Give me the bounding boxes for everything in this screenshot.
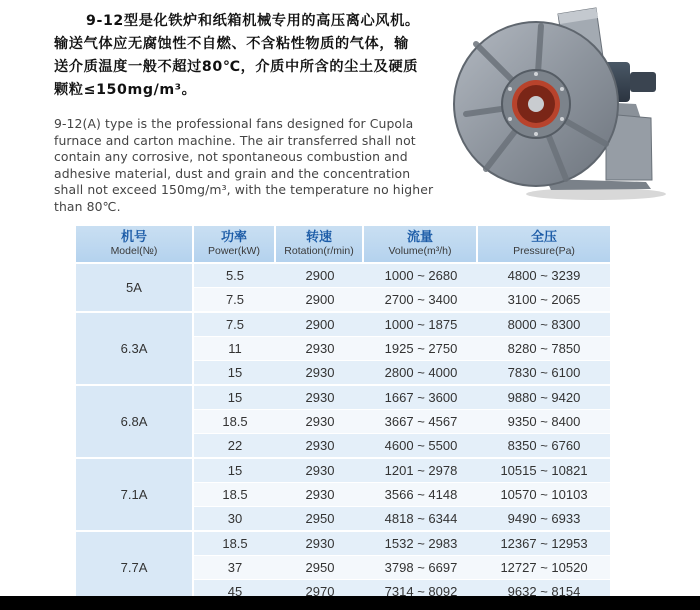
- model-rows: [194, 264, 610, 311]
- rotation-cell: 2930: [305, 414, 335, 429]
- power-cell: 30: [227, 511, 243, 526]
- volume-cell: 1925 ~ 2750: [384, 341, 458, 356]
- intro-en-line: contain any corrosive, not spontaneous combustion and: [54, 149, 408, 165]
- rotation-cell: 2930: [305, 463, 335, 478]
- model-rows: [194, 313, 610, 384]
- header-rotation-cn: 转速: [305, 230, 332, 245]
- rotation-cell: 2930: [305, 365, 335, 380]
- table-row: [194, 482, 610, 506]
- table-body: [76, 262, 610, 596]
- pressure-cell: 9350 ~ 8400: [507, 414, 581, 429]
- model-group: [76, 262, 610, 311]
- table-row: [194, 264, 610, 287]
- intro-en-line: furnace and carton machine. The air transferred shall not: [54, 132, 416, 148]
- model-rows: [194, 386, 610, 457]
- header-power-en: Power(kW): [208, 245, 260, 257]
- header-pressure-cn: 全压: [530, 230, 557, 245]
- rotation-cell: 2930: [305, 341, 335, 356]
- table-row: [194, 555, 610, 579]
- model-cell: 7.7A: [76, 532, 194, 596]
- rotation-cell: 2930: [305, 536, 335, 551]
- rotation-cell: 2900: [305, 292, 335, 307]
- volume-cell: 1000 ~ 1875: [384, 317, 458, 332]
- power-cell: 7.5: [225, 317, 245, 332]
- intro-cn-line: 9-12型是化铁炉和纸箱机械专用的高压离心风机。: [86, 13, 420, 29]
- header-model: [76, 226, 194, 262]
- header-model-en: Model(№): [110, 245, 158, 257]
- power-cell: 18.5: [222, 536, 248, 551]
- model-group: [76, 311, 610, 384]
- pressure-cell: 10570 ~ 10103: [500, 487, 588, 502]
- rotation-cell: 2900: [305, 317, 335, 332]
- header-volume: [364, 226, 478, 262]
- table-row: [194, 433, 610, 457]
- rotation-cell: 2970: [305, 584, 335, 596]
- volume-cell: 2700 ~ 3400: [384, 292, 458, 307]
- pressure-cell: 9880 ~ 9420: [507, 390, 581, 405]
- volume-cell: 3798 ~ 6697: [384, 560, 458, 575]
- model-cell: 7.1A: [76, 459, 194, 530]
- power-cell: 15: [227, 463, 243, 478]
- rotation-cell: 2950: [305, 560, 335, 575]
- rotation-cell: 2900: [305, 268, 335, 283]
- volume-cell: 1532 ~ 2983: [384, 536, 458, 551]
- pressure-cell: 7830 ~ 6100: [507, 365, 581, 380]
- volume-cell: 4818 ~ 6344: [384, 511, 458, 526]
- intro-cn-line: 送介质温度一般不超过80℃，介质中所含的尘土及硬质: [54, 59, 419, 75]
- pressure-cell: 12367 ~ 12953: [500, 536, 588, 551]
- bottom-border: [0, 596, 700, 610]
- pressure-cell: 10515 ~ 10821: [500, 463, 588, 478]
- header-volume-en: Volume(m³/h): [388, 245, 452, 257]
- table-row: [194, 287, 610, 311]
- power-cell: 37: [227, 560, 243, 575]
- volume-cell: 3667 ~ 4567: [384, 414, 458, 429]
- intro-cn-line: 颗粒≤150mg/m³。: [54, 82, 197, 98]
- model-group: [76, 457, 610, 530]
- volume-cell: 1000 ~ 2680: [384, 268, 458, 283]
- header-model-cn: 机号: [120, 230, 147, 245]
- model-cell: 6.8A: [76, 386, 194, 457]
- pressure-cell: 12727 ~ 10520: [500, 560, 588, 575]
- header-pressure: [478, 226, 610, 262]
- pressure-cell: 8350 ~ 6760: [507, 438, 581, 453]
- volume-cell: 1667 ~ 3600: [384, 390, 458, 405]
- header-pressure-en: Pressure(Pa): [513, 245, 575, 257]
- table-row: [194, 360, 610, 384]
- volume-cell: 2800 ~ 4000: [384, 365, 458, 380]
- table-row: [194, 386, 610, 409]
- table-row: [194, 336, 610, 360]
- table-row: [194, 313, 610, 336]
- power-cell: 45: [227, 584, 243, 596]
- intro-chinese: [54, 10, 444, 102]
- pressure-cell: 9490 ~ 6933: [507, 511, 581, 526]
- pressure-cell: 9632 ~ 8154: [507, 584, 581, 596]
- header-rotation: [276, 226, 364, 262]
- volume-cell: 4600 ~ 5500: [384, 438, 458, 453]
- model-group: [76, 530, 610, 596]
- rotation-cell: 2930: [305, 438, 335, 453]
- power-cell: 15: [227, 390, 243, 405]
- header-rotation-en: Rotation(r/min): [284, 245, 354, 257]
- power-cell: 15: [227, 365, 243, 380]
- intro-en-line: than 80℃.: [54, 198, 121, 214]
- volume-cell: 1201 ~ 2978: [384, 463, 458, 478]
- intro-english: [54, 116, 434, 216]
- intro-en-line: adhesive material, dust and grain and the concentration: [54, 165, 411, 181]
- volume-cell: 3566 ~ 4148: [384, 487, 458, 502]
- power-cell: 18.5: [222, 487, 248, 502]
- table-row: [194, 459, 610, 482]
- pressure-cell: 8280 ~ 7850: [507, 341, 581, 356]
- model-group: [76, 384, 610, 457]
- volume-cell: 7314 ~ 8092: [384, 584, 458, 596]
- power-cell: 5.5: [225, 268, 245, 283]
- pressure-cell: 4800 ~ 3239: [507, 268, 581, 283]
- intro-cn-line: 输送气体应无腐蚀性不自燃、不含粘性物质的气体，输: [54, 36, 409, 52]
- rotation-cell: 2930: [305, 487, 335, 502]
- header-volume-cn: 流量: [406, 230, 433, 245]
- table-row: [194, 506, 610, 530]
- header-power: [194, 226, 276, 262]
- power-cell: 11: [228, 341, 242, 356]
- table-row: [194, 579, 610, 596]
- intro-en-line: 9-12(A) type is the professional fans designed for Cupola: [54, 116, 414, 131]
- power-cell: 18.5: [222, 414, 248, 429]
- model-rows: [194, 532, 610, 596]
- pressure-cell: 8000 ~ 8300: [507, 317, 581, 332]
- intro-en-line: shall not exceed 150mg/m³, with the temperature no higher: [54, 182, 434, 198]
- table-row: [194, 532, 610, 555]
- pressure-cell: 3100 ~ 2065: [507, 292, 581, 307]
- model-cell: 6.3A: [76, 313, 194, 384]
- power-cell: 22: [227, 438, 243, 453]
- model-cell: 5A: [76, 264, 194, 311]
- table-row: [194, 409, 610, 433]
- rotation-cell: 2930: [305, 390, 335, 405]
- power-cell: 7.5: [225, 292, 245, 307]
- table-header: [76, 226, 610, 262]
- rotation-cell: 2950: [305, 511, 335, 526]
- centrifugal-fan-icon: [446, 4, 676, 204]
- spec-table: [76, 226, 610, 596]
- header-power-cn: 功率: [220, 230, 247, 245]
- model-rows: [194, 459, 610, 530]
